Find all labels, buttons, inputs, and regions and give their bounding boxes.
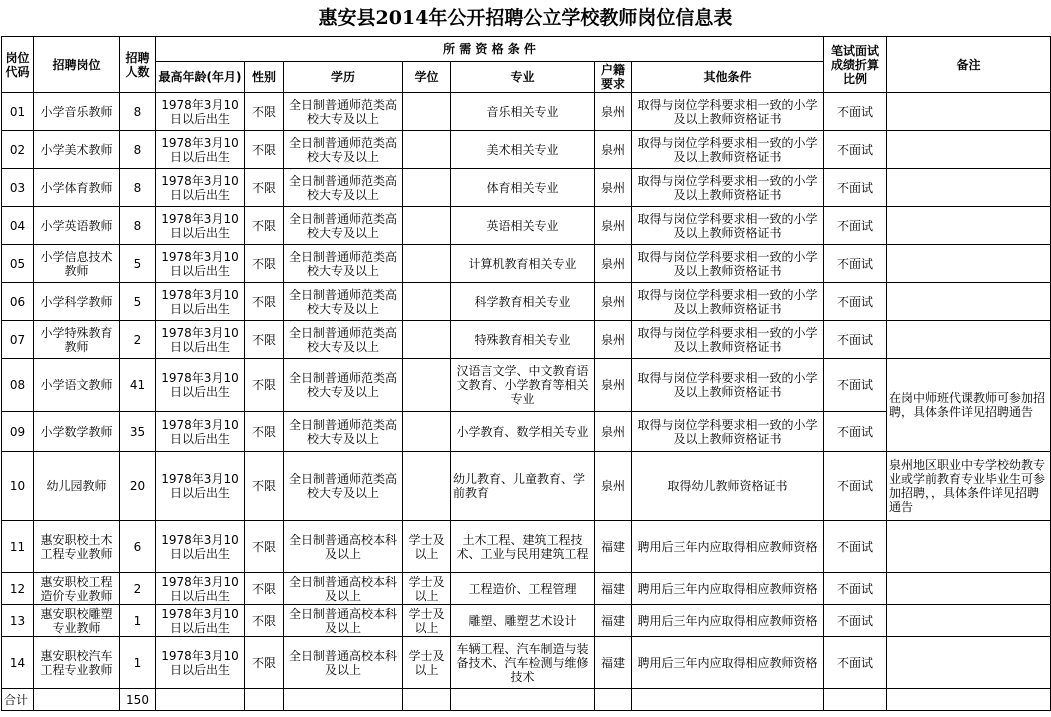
cell-post: 小学音乐教师: [34, 93, 120, 131]
cell-gender: 不限: [245, 573, 284, 605]
cell-code: 06: [2, 283, 34, 321]
cell-code: 09: [2, 412, 34, 452]
table-row: [2, 93, 1051, 131]
cell-age: 1978年3月10日以后出生: [156, 321, 245, 359]
cell-education: 全日制普通师范类高校大专及以上: [284, 245, 403, 283]
table-row: [2, 321, 1051, 359]
cell-education: 全日制普通师范类高校大专及以上: [284, 93, 403, 131]
cell-note: [887, 245, 1051, 283]
cell-hukou: 泉州: [595, 321, 632, 359]
cell-major: 幼儿教育、儿童教育、学前教育: [451, 452, 595, 521]
cell-major: 特殊教育相关专业: [451, 321, 595, 359]
cell-other: 聘用后三年内应取得相应教师资格: [632, 573, 824, 605]
cell-count: 6: [120, 521, 156, 573]
cell-hukou: 泉州: [595, 207, 632, 245]
cell-code: 01: [2, 93, 34, 131]
cell-code: 07: [2, 321, 34, 359]
cell-hukou: 泉州: [595, 359, 632, 412]
table-row: [2, 452, 1051, 521]
cell-degree: 学士及以上: [403, 605, 451, 637]
recruitment-table: [1, 36, 1051, 711]
cell-post: 小学科学教师: [34, 283, 120, 321]
cell-major: 车辆工程、汽车制造与装备技术、汽车检测与维修技术: [451, 637, 595, 689]
cell-ratio: 不面试: [824, 605, 887, 637]
cell-major: 工程造价、工程管理: [451, 573, 595, 605]
cell-age: 1978年3月10日以后出生: [156, 637, 245, 689]
cell-age: 1978年3月10日以后出生: [156, 521, 245, 573]
cell-education: 全日制普通师范类高校大专及以上: [284, 283, 403, 321]
cell-age: 1978年3月10日以后出生: [156, 93, 245, 131]
cell-count: 1: [120, 605, 156, 637]
cell-degree: [403, 283, 451, 321]
cell-age: 1978年3月10日以后出生: [156, 169, 245, 207]
cell-education: 全日制普通高校本科及以上: [284, 605, 403, 637]
cell-other: 聘用后三年内应取得相应教师资格: [632, 521, 824, 573]
table-row: [2, 605, 1051, 637]
cell-hukou: 泉州: [595, 169, 632, 207]
cell-ratio: 不面试: [824, 412, 887, 452]
cell-count: 2: [120, 321, 156, 359]
cell-other: 取得与岗位学科要求相一致的小学及以上教师资格证书: [632, 359, 824, 412]
cell-age: 1978年3月10日以后出生: [156, 412, 245, 452]
table-row: [2, 169, 1051, 207]
cell-degree: [403, 321, 451, 359]
header-qualifications: 所 需 资 格 条 件: [156, 37, 824, 62]
cell-note: [887, 321, 1051, 359]
header-hukou: 户籍要求: [595, 62, 632, 93]
cell-post: 小学美术教师: [34, 131, 120, 169]
header-post: 招聘岗位: [34, 37, 120, 93]
cell-other: 取得与岗位学科要求相一致的小学及以上教师资格证书: [632, 412, 824, 452]
cell-post: 惠安职校工程造价专业教师: [34, 573, 120, 605]
cell-education: 全日制普通高校本科及以上: [284, 521, 403, 573]
cell-gender: 不限: [245, 521, 284, 573]
cell-ratio: 不面试: [824, 521, 887, 573]
cell-count: 41: [120, 359, 156, 412]
cell-other: 取得幼儿教师资格证书: [632, 452, 824, 521]
cell-other: 取得与岗位学科要求相一致的小学及以上教师资格证书: [632, 283, 824, 321]
cell-other: 聘用后三年内应取得相应教师资格: [632, 605, 824, 637]
total-empty: [156, 689, 245, 711]
cell-age: 1978年3月10日以后出生: [156, 283, 245, 321]
cell-ratio: 不面试: [824, 169, 887, 207]
cell-hukou: 福建: [595, 573, 632, 605]
total-empty: [245, 689, 284, 711]
cell-ratio: 不面试: [824, 573, 887, 605]
cell-gender: 不限: [245, 207, 284, 245]
cell-count: 8: [120, 169, 156, 207]
cell-degree: [403, 452, 451, 521]
cell-ratio: 不面试: [824, 131, 887, 169]
table-row: [2, 637, 1051, 689]
cell-major: 小学教育、数学相关专业: [451, 412, 595, 452]
total-empty: [632, 689, 824, 711]
cell-gender: 不限: [245, 359, 284, 412]
cell-count: 20: [120, 452, 156, 521]
cell-ratio: 不面试: [824, 283, 887, 321]
total-row: [2, 689, 1051, 711]
cell-degree: [403, 359, 451, 412]
cell-other: 聘用后三年内应取得相应教师资格: [632, 637, 824, 689]
cell-major: 音乐相关专业: [451, 93, 595, 131]
cell-code: 13: [2, 605, 34, 637]
table-row: [2, 359, 1051, 412]
cell-education: 全日制普通师范类高校大专及以上: [284, 207, 403, 245]
table-row: [2, 245, 1051, 283]
cell-ratio: 不面试: [824, 207, 887, 245]
cell-degree: [403, 245, 451, 283]
cell-post: 惠安职校汽车工程专业教师: [34, 637, 120, 689]
cell-note: [887, 637, 1051, 689]
cell-hukou: 泉州: [595, 283, 632, 321]
cell-other: 取得与岗位学科要求相一致的小学及以上教师资格证书: [632, 169, 824, 207]
cell-major: 科学教育相关专业: [451, 283, 595, 321]
total-empty: [887, 689, 1051, 711]
cell-code: 05: [2, 245, 34, 283]
cell-major: 美术相关专业: [451, 131, 595, 169]
table-row: [2, 131, 1051, 169]
cell-code: 12: [2, 573, 34, 605]
cell-code: 14: [2, 637, 34, 689]
cell-other: 取得与岗位学科要求相一致的小学及以上教师资格证书: [632, 245, 824, 283]
cell-education: 全日制普通师范类高校大专及以上: [284, 452, 403, 521]
cell-major: 英语相关专业: [451, 207, 595, 245]
header-age: 最高年龄(年月): [156, 62, 245, 93]
cell-ratio: 不面试: [824, 637, 887, 689]
cell-note: [887, 169, 1051, 207]
cell-count: 5: [120, 245, 156, 283]
cell-education: 全日制普通师范类高校大专及以上: [284, 359, 403, 412]
header-other: 其他条件: [632, 62, 824, 93]
cell-gender: 不限: [245, 452, 284, 521]
cell-post: 小学特殊教育教师: [34, 321, 120, 359]
cell-age: 1978年3月10日以后出生: [156, 131, 245, 169]
total-empty: [595, 689, 632, 711]
cell-ratio: 不面试: [824, 452, 887, 521]
cell-hukou: 泉州: [595, 245, 632, 283]
cell-count: 8: [120, 207, 156, 245]
cell-code: 10: [2, 452, 34, 521]
cell-post: 幼儿园教师: [34, 452, 120, 521]
cell-major: 体育相关专业: [451, 169, 595, 207]
cell-hukou: 泉州: [595, 93, 632, 131]
cell-code: 11: [2, 521, 34, 573]
cell-hukou: 福建: [595, 521, 632, 573]
cell-hukou: 泉州: [595, 131, 632, 169]
cell-education: 全日制普通师范类高校大专及以上: [284, 131, 403, 169]
cell-hukou: 泉州: [595, 452, 632, 521]
cell-major: 雕塑、雕塑艺术设计: [451, 605, 595, 637]
cell-code: 08: [2, 359, 34, 412]
cell-note: [887, 573, 1051, 605]
header-degree: 学位: [403, 62, 451, 93]
cell-major: 汉语言文学、中文教育语文教育、小学教育等相关专业: [451, 359, 595, 412]
cell-count: 2: [120, 573, 156, 605]
cell-note: [887, 605, 1051, 637]
cell-age: 1978年3月10日以后出生: [156, 245, 245, 283]
cell-age: 1978年3月10日以后出生: [156, 452, 245, 521]
cell-code: 03: [2, 169, 34, 207]
cell-age: 1978年3月10日以后出生: [156, 359, 245, 412]
cell-gender: 不限: [245, 321, 284, 359]
cell-major: 土木工程、建筑工程技术、工业与民用建筑工程: [451, 521, 595, 573]
cell-degree: [403, 169, 451, 207]
total-empty: [34, 689, 120, 711]
cell-degree: [403, 93, 451, 131]
table-row: [2, 573, 1051, 605]
cell-degree: 学士及以上: [403, 573, 451, 605]
cell-major: 计算机教育相关专业: [451, 245, 595, 283]
cell-gender: 不限: [245, 283, 284, 321]
cell-note: [887, 521, 1051, 573]
cell-post: 小学英语教师: [34, 207, 120, 245]
cell-post: 惠安职校雕塑专业教师: [34, 605, 120, 637]
cell-count: 8: [120, 131, 156, 169]
cell-note: [887, 131, 1051, 169]
cell-gender: 不限: [245, 637, 284, 689]
cell-post: 惠安职校土木工程专业教师: [34, 521, 120, 573]
table-row: [2, 207, 1051, 245]
cell-hukou: 福建: [595, 637, 632, 689]
header-note: 备注: [887, 37, 1051, 93]
total-empty: [284, 689, 403, 711]
header-gender: 性别: [245, 62, 284, 93]
cell-education: 全日制普通师范类高校大专及以上: [284, 321, 403, 359]
cell-ratio: 不面试: [824, 359, 887, 412]
cell-age: 1978年3月10日以后出生: [156, 207, 245, 245]
cell-count: 35: [120, 412, 156, 452]
cell-post: 小学语文教师: [34, 359, 120, 412]
cell-degree: [403, 412, 451, 452]
cell-hukou: 泉州: [595, 412, 632, 452]
header-ratio: 笔试面试成绩折算比例: [824, 37, 887, 93]
header-education: 学历: [284, 62, 403, 93]
cell-ratio: 不面试: [824, 245, 887, 283]
cell-code: 04: [2, 207, 34, 245]
cell-other: 取得与岗位学科要求相一致的小学及以上教师资格证书: [632, 321, 824, 359]
header-count: 招聘人数: [120, 37, 156, 93]
cell-other: 取得与岗位学科要求相一致的小学及以上教师资格证书: [632, 93, 824, 131]
cell-degree: [403, 131, 451, 169]
page-title: 惠安县2014年公开招聘公立学校教师岗位信息表: [318, 7, 733, 29]
header-code: 岗位代码: [2, 37, 34, 93]
cell-gender: 不限: [245, 169, 284, 207]
cell-education: 全日制普通师范类高校大专及以上: [284, 169, 403, 207]
cell-note: [887, 93, 1051, 131]
table-row: [2, 521, 1051, 573]
cell-degree: 学士及以上: [403, 637, 451, 689]
cell-gender: 不限: [245, 131, 284, 169]
cell-post: 小学体育教师: [34, 169, 120, 207]
cell-age: 1978年3月10日以后出生: [156, 573, 245, 605]
cell-education: 全日制普通师范类高校大专及以上: [284, 412, 403, 452]
cell-education: 全日制普通高校本科及以上: [284, 573, 403, 605]
cell-note: [887, 207, 1051, 245]
cell-gender: 不限: [245, 412, 284, 452]
header-major: 专业: [451, 62, 595, 93]
cell-ratio: 不面试: [824, 93, 887, 131]
cell-gender: 不限: [245, 605, 284, 637]
cell-degree: [403, 207, 451, 245]
cell-hukou: 福建: [595, 605, 632, 637]
total-empty: [824, 689, 887, 711]
cell-other: 取得与岗位学科要求相一致的小学及以上教师资格证书: [632, 207, 824, 245]
total-empty: [451, 689, 595, 711]
cell-ratio: 不面试: [824, 321, 887, 359]
total-empty: [403, 689, 451, 711]
total-count: 150: [120, 689, 156, 711]
cell-age: 1978年3月10日以后出生: [156, 605, 245, 637]
cell-gender: 不限: [245, 93, 284, 131]
total-label: 合计: [2, 689, 34, 711]
cell-count: 1: [120, 637, 156, 689]
cell-note: 泉州地区职业中专学校幼教专业或学前教育专业毕业生可参加招聘，，具体条件详见招聘通告: [887, 452, 1051, 521]
cell-other: 取得与岗位学科要求相一致的小学及以上教师资格证书: [632, 131, 824, 169]
cell-degree: 学士及以上: [403, 521, 451, 573]
cell-note: [887, 283, 1051, 321]
cell-post: 小学数学教师: [34, 412, 120, 452]
cell-education: 全日制普通高校本科及以上: [284, 637, 403, 689]
cell-code: 02: [2, 131, 34, 169]
cell-gender: 不限: [245, 245, 284, 283]
cell-count: 5: [120, 283, 156, 321]
cell-count: 8: [120, 93, 156, 131]
table-row: [2, 283, 1051, 321]
cell-note: 在岗中师班代课教师可参加招聘，具体条件详见招聘通告: [887, 359, 1051, 452]
cell-post: 小学信息技术教师: [34, 245, 120, 283]
